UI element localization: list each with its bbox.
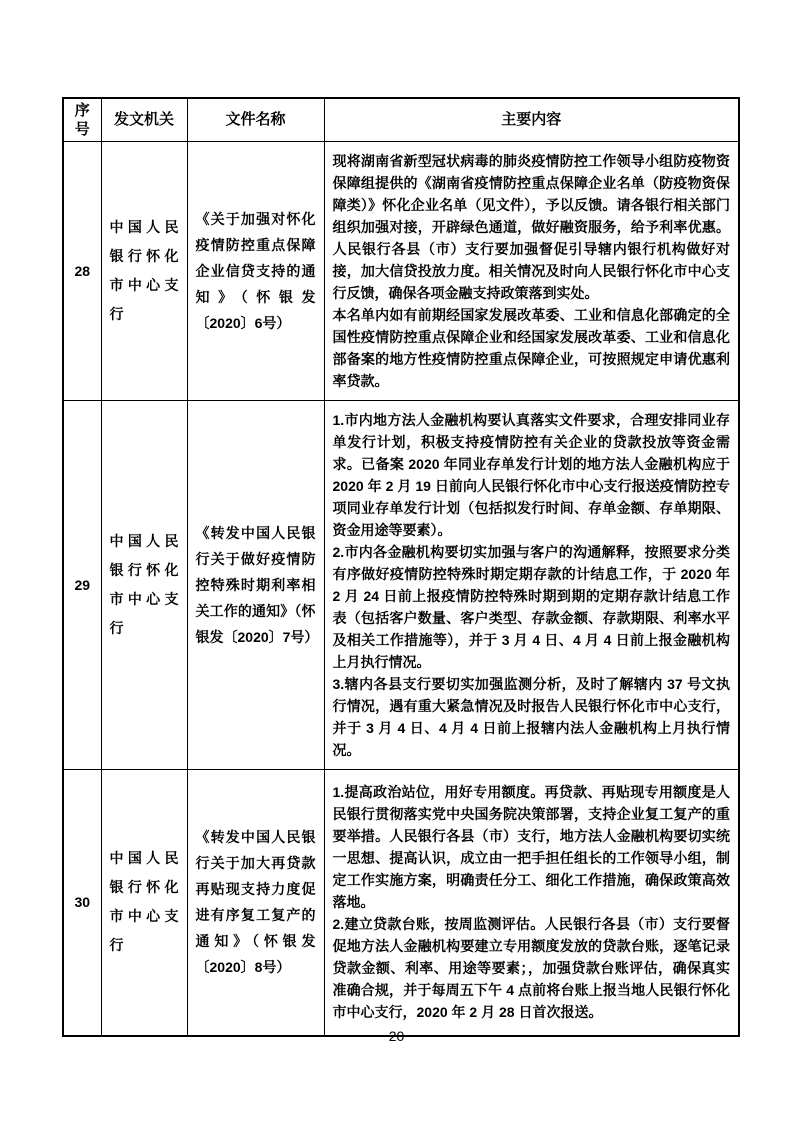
row-doc-name: 《转发中国人民银行关于加大再贷款再贴现支持力度促进有序复工复产的通知》（怀银发〔2020〕8号） <box>187 769 324 1036</box>
content-paragraph: 本名单内如有前期经国家发展改革委、工业和信息化部确定的全国性疫情防控重点保障企业和经国家发展改革委、工业和信息化部备案的地方性疫情防控重点保障企业，可按照规定申请优惠利率贷款。 <box>332 306 730 389</box>
content-paragraph: 2.建立贷款台账，按周监测评估。人民银行各县（市）支行要督促地方法人金融机构要建立专用额度发放的贷款台账，逐笔记录贷款金额、利率、用途等要素；，加强贷款台账评估，确保真实准确合规，并于每周五下午 4 点前将台账上报当地人民银行怀化市中心支行，2020 年 2 月 28 日首次报送。 <box>332 916 730 1021</box>
row-main-content <box>324 141 739 400</box>
page-number: 20 <box>388 1028 405 1044</box>
table-header-row <box>63 98 739 141</box>
row-main-content <box>324 400 739 769</box>
header-doc-name: 文件名称 <box>187 98 324 141</box>
header-issuer: 发文机关 <box>101 98 187 141</box>
content-paragraph: 2.市内各金融机构要切实加强与客户的沟通解释，按照要求分类有序做好疫情防控特殊时期定期存款的计结息工作，于 2020 年 2 月 24 日前上报疫情防控特殊时期到期的定期存款计结息工作表（包括客户数量、客户类型、存款金额、存款期限、利率水平及相关工作措施等），并于 3 月 4 日、4 月 4 日前上报金融机构上月执行情况。 <box>332 543 730 670</box>
content-paragraph: 现将湖南省新型冠状病毒的肺炎疫情防控工作领导小组防疫物资保障组提供的《湖南省疫情防控重点保障企业名单（防疫物资保障类）》怀化企业名单（见文件），予以反馈。请各银行相关部门组织加强对接，开辟绿色通道，做好融资服务，给予利率优惠。人民银行各县（市）支行要加强督促引导辖内银行机构做好对接，加大信贷投放力度。相关情况及时向人民银行怀化市中心支行反馈，确保各项金融支持政策落到实处。 <box>332 152 730 301</box>
row-doc-name: 《转发中国人民银行关于做好疫情防控特殊时期利率相关工作的通知》（怀银发〔2020〕7号） <box>187 400 324 769</box>
document-table <box>62 97 740 1037</box>
row-issuer: 中国人民银行怀化市中心支行 <box>101 141 187 400</box>
table-row <box>63 141 739 400</box>
row-doc-name: 《关于加强对怀化疫情防控重点保障企业信贷支持的通知》（怀银发〔2020〕6号） <box>187 141 324 400</box>
row-issuer: 中国人民银行怀化市中心支行 <box>101 769 187 1036</box>
table-row <box>63 400 739 769</box>
table-row <box>63 769 739 1036</box>
row-seq: 30 <box>63 769 101 1036</box>
row-issuer: 中国人民银行怀化市中心支行 <box>101 400 187 769</box>
row-seq: 28 <box>63 141 101 400</box>
content-paragraph: 3.辖内各县支行要切实加强监测分析，及时了解辖内 37 号文执行情况，遇有重大紧急情况及时报告人民银行怀化市中心支行，并于 3 月 4 日、4 月 4 日前上报辖内法人金融机构上月执行情况。 <box>332 675 730 758</box>
row-main-content <box>324 769 739 1036</box>
header-seq: 序号 <box>63 98 101 141</box>
row-seq: 29 <box>63 400 101 769</box>
header-main-content: 主要内容 <box>324 98 739 141</box>
content-paragraph: 1.市内地方法人金融机构要认真落实文件要求，合理安排同业存单发行计划，积极支持疫情防控有关企业的贷款投放等资金需求。已备案 2020 年同业存单发行计划的地方法人金融机构应于 2020 年 2 月 19 日前向人民银行怀化市中心支行报送疫情防控专项同业存单发行计划（包括拟发行时间、存单金额、存单期限、资金用途等要素）。 <box>332 411 730 538</box>
content-paragraph: 1.提高政治站位，用好专用额度。再贷款、再贴现专用额度是人民银行贯彻落实党中央国务院决策部署，支持企业复工复产的重要举措。人民银行各县（市）支行，地方法人金融机构要切实统一思想、提高认识，成立由一把手担任组长的工作领导小组，制定工作实施方案，明确责任分工、细化工作措施，确保政策高效落地。 <box>332 784 730 911</box>
